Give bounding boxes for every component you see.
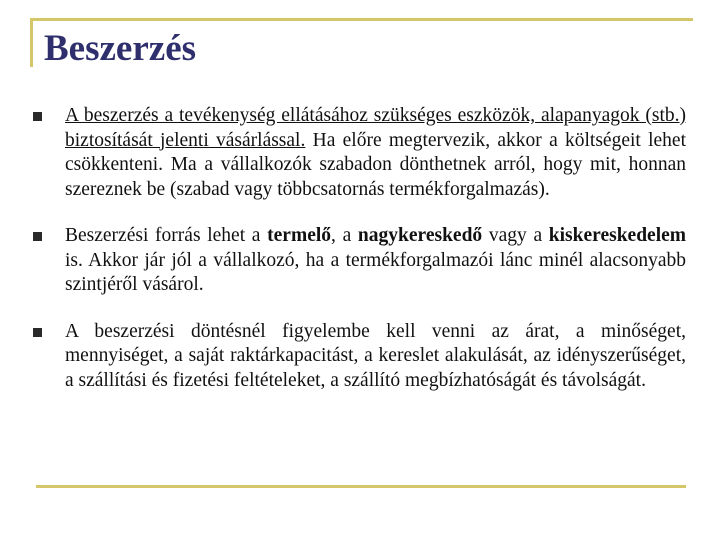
bullet-1-text: Ha előre megtervezik, akkor a költségeit lehet csökkenteni. Ma a vállalkozók szabadon dönthetnek arról, hogy mit, honnan szereznek be (szabad vagy többcsatornás termékforgalmazás). bbox=[65, 129, 686, 200]
bullet-2-bold-kiskereskedelem: kiskereskedelem bbox=[548, 225, 687, 246]
bullet-2-text-a: Beszerzési forrás lehet a bbox=[65, 225, 268, 246]
bullet-2-bold-termelo: termelő bbox=[267, 225, 332, 246]
bottom-divider bbox=[36, 485, 686, 488]
bullet-item-2 bbox=[30, 224, 686, 298]
bullet-2-text-d: is. Akkor jár jól a vállalkozó, ha a termékforgalmazói lánc minél alacsonyabb szintjéről vásárol. bbox=[65, 249, 686, 295]
bullet-item-3 bbox=[30, 320, 686, 394]
bullet-2-text-b: , a bbox=[331, 225, 358, 246]
square-bullet-icon bbox=[33, 232, 42, 241]
bullet-1-underlined-text: A beszerzés a tevékenység ellátásához szükséges eszközök, alapanyagok (stb.) biztosítását jelenti vásárlással. bbox=[65, 105, 686, 151]
slide-content bbox=[30, 104, 686, 415]
bullet-3-text: A beszerzési döntésnél figyelembe kell venni az árat, a minőséget, mennyiséget, a saját raktárkapacitást, a kereslet alakulását, az idényszerűséget, a szállítási és fizetési feltételeket, a szállító megbízhatóságát és távolságát. bbox=[65, 320, 686, 391]
bullet-2-text-c: vagy a bbox=[482, 225, 549, 246]
slide-title: Beszerzés bbox=[44, 28, 197, 69]
square-bullet-icon bbox=[33, 112, 42, 121]
square-bullet-icon bbox=[33, 328, 42, 337]
bullet-item-1 bbox=[30, 104, 686, 202]
bullet-2-bold-nagykereskedo: nagykereskedő bbox=[357, 225, 483, 246]
